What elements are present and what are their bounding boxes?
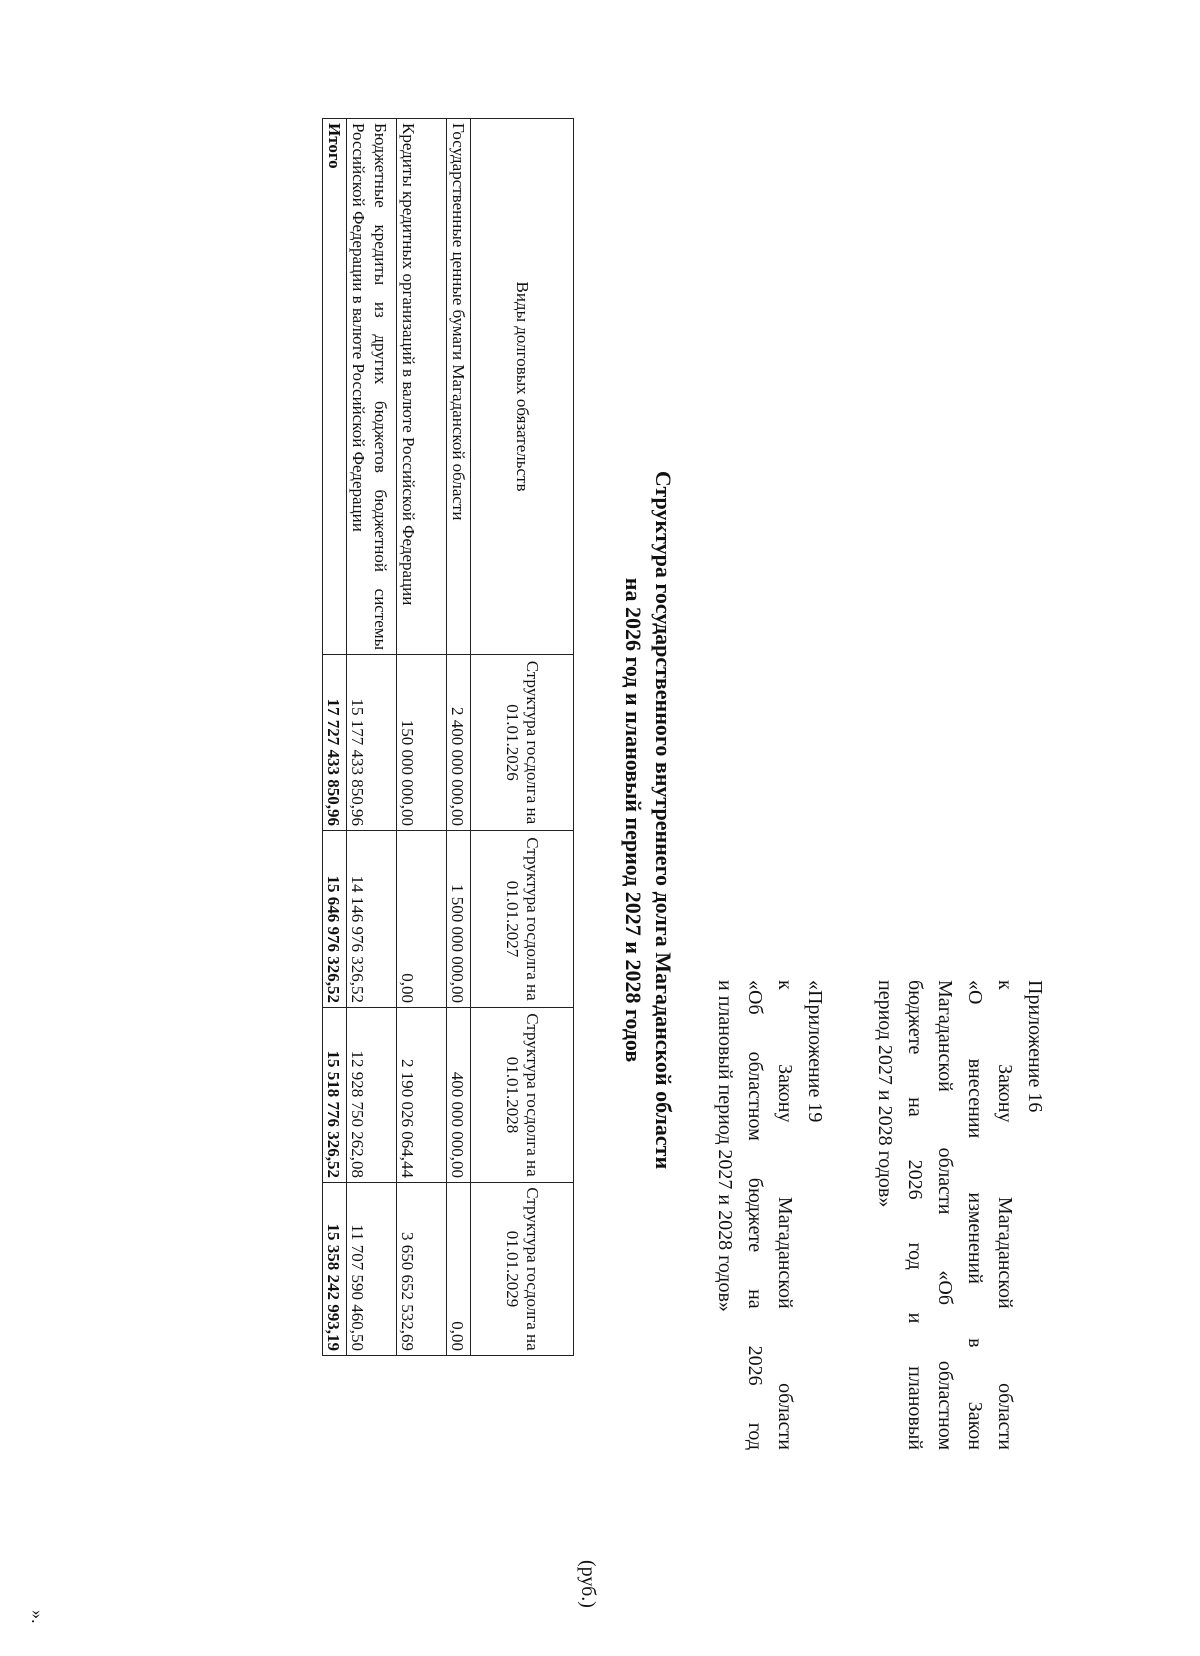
value-cell: 400 000 000,00 xyxy=(447,1008,471,1183)
table-total-row xyxy=(323,119,347,1356)
column-header-2026: Структура госдолга на 01.01.2026 xyxy=(471,655,574,831)
debt-kind-cell: Государственные ценные бумаги Магаданской области xyxy=(447,119,471,655)
value-cell: 15 177 433 850,96 xyxy=(347,655,397,831)
value-cell: 14 146 976 326,52 xyxy=(347,831,397,1008)
table-header-row xyxy=(471,119,574,1356)
appendix-19-line: «Об областном бюджете на 2026 год xyxy=(744,980,766,1450)
value-cell: 2 190 026 064,44 xyxy=(397,1008,447,1183)
appendix-16-line: Магаданской области «Об областном xyxy=(934,980,956,1450)
column-header-2029: Структура госдолга на 01.01.2029 xyxy=(471,1183,574,1356)
value-cell: 2 400 000 000,00 xyxy=(447,655,471,831)
total-label-cell: Итого xyxy=(323,119,347,655)
appendix-16-line: к Закону Магаданской области xyxy=(994,980,1016,1450)
appendix-19-line: «Приложение 19 xyxy=(804,980,826,1123)
column-header-debt-kind: Виды долговых обязательств xyxy=(471,119,574,655)
appendix-16-line: Приложение 16 xyxy=(1024,980,1046,1113)
column-header-2028: Структура госдолга на 01.01.2028 xyxy=(471,1008,574,1183)
appendix-16-line: бюджете на 2026 год и плановый xyxy=(904,980,926,1450)
document-title-line-1: Структура государственного внутреннего долга Магаданской области xyxy=(651,470,676,1170)
value-cell: 0,00 xyxy=(397,831,447,1008)
debt-structure-table xyxy=(322,118,574,1356)
total-value-cell: 15 518 776 326,52 xyxy=(323,1008,347,1183)
value-cell: 3 650 652 532,69 xyxy=(397,1183,447,1356)
appendix-16-line: период 2027 и 2028 годов» xyxy=(874,980,896,1208)
value-cell: 1 500 000 000,00 xyxy=(447,831,471,1008)
appendix-16-reference xyxy=(870,980,1050,1450)
total-value-cell: 17 727 433 850,96 xyxy=(323,655,347,831)
document-title xyxy=(618,0,678,1640)
closing-quote-mark: ». xyxy=(28,1610,48,1624)
appendix-19-line: к Закону Магаданской области xyxy=(774,980,796,1450)
debt-kind-cell: Кредиты кредитных организаций в валюте Российской Федерации xyxy=(397,119,447,655)
table-row xyxy=(447,119,471,1356)
total-value-cell: 15 358 242 993,19 xyxy=(323,1183,347,1356)
value-cell: 0,00 xyxy=(447,1183,471,1356)
value-cell: 150 000 000,00 xyxy=(397,655,447,831)
table-row xyxy=(347,119,397,1356)
total-value-cell: 15 646 976 326,52 xyxy=(323,831,347,1008)
document-title-line-2: на 2026 год и плановый период 2027 и 2028 годов xyxy=(621,577,646,1063)
column-header-2027: Структура госдолга на 01.01.2027 xyxy=(471,831,574,1008)
table-row xyxy=(397,119,447,1356)
value-cell: 11 707 590 460,50 xyxy=(347,1183,397,1356)
appendix-19-reference xyxy=(710,980,830,1450)
debt-kind-cell: Бюджетные кредиты из других бюджетов бюджетной системы Российской Федерации в валюте Российской Федерации xyxy=(347,119,397,655)
currency-unit: (руб.) xyxy=(577,1560,599,1608)
appendix-16-line: «О внесении изменений в Закон xyxy=(964,980,986,1450)
appendix-19-line: и плановый период 2027 и 2028 годов» xyxy=(714,980,736,1312)
value-cell: 12 928 750 262,08 xyxy=(347,1008,397,1183)
